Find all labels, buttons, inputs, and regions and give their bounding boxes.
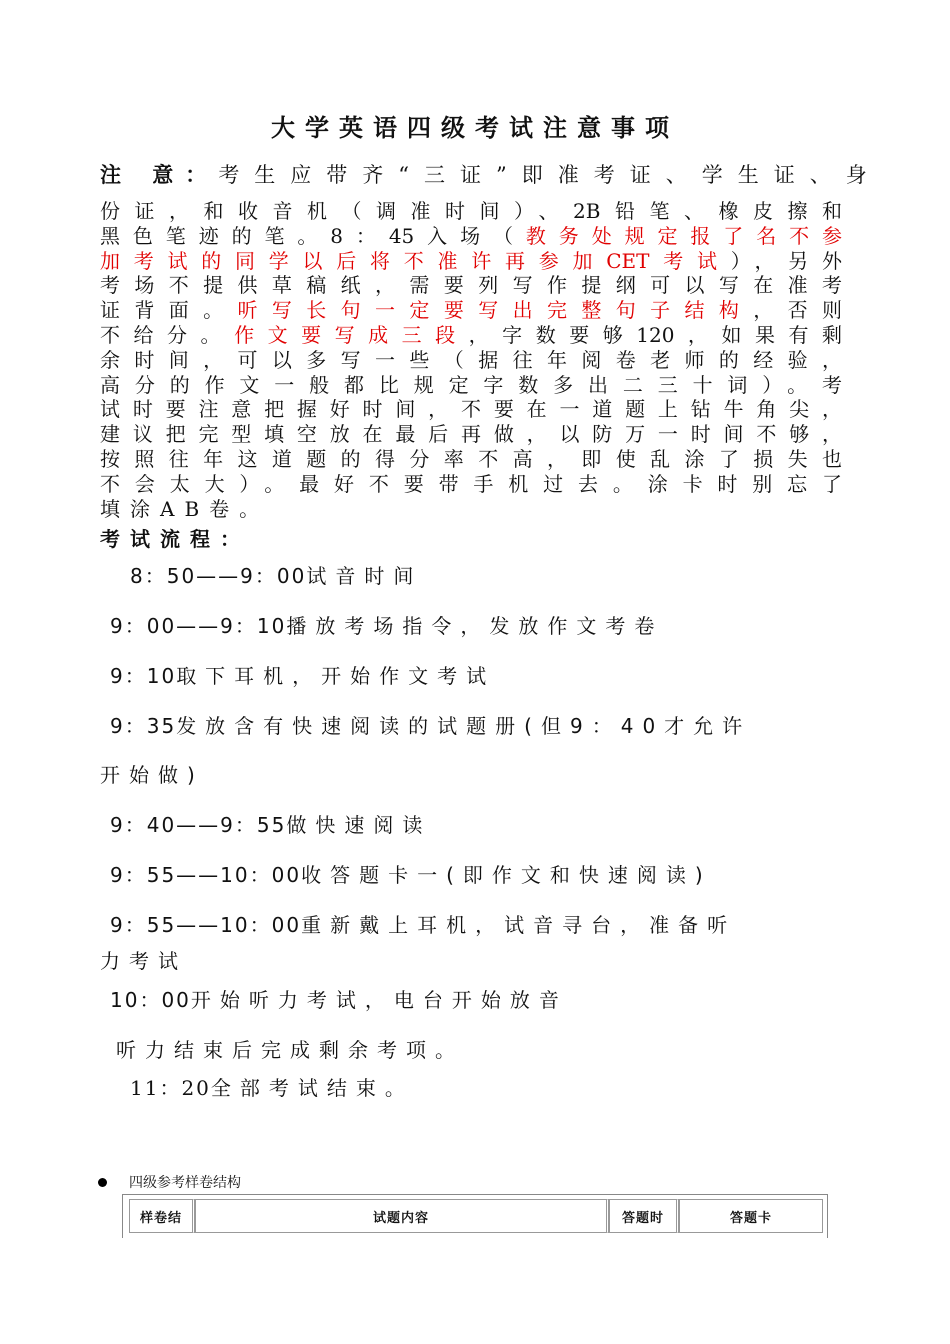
schedule-text: 全部考试结束。 bbox=[210, 1076, 414, 1100]
notice-label: 注 意： bbox=[100, 163, 219, 187]
schedule-text: 力考试 bbox=[100, 949, 187, 973]
schedule-text: 发放含有快速阅读的试题册(但9：40才允许 bbox=[176, 714, 752, 738]
schedule-time: 10：00 bbox=[110, 988, 191, 1012]
sample-structure-table bbox=[122, 1194, 828, 1238]
notice-line bbox=[100, 273, 842, 298]
notice-text: 高分的作文一般都比规定字数多出二三十词）。考 bbox=[100, 372, 842, 397]
notice-text: 黑色笔迹的笔。8：45入场（ bbox=[100, 223, 526, 248]
notice-line bbox=[100, 348, 842, 373]
bullet-icon bbox=[98, 1178, 107, 1187]
notice-text: 填涂AB卷。 bbox=[100, 496, 270, 521]
schedule-item bbox=[100, 759, 204, 788]
schedule-item bbox=[110, 984, 568, 1013]
document-title: 大学英语四级考试注意事项 bbox=[271, 114, 679, 142]
notice-text: ），另外 bbox=[730, 248, 842, 273]
notice-line bbox=[100, 323, 842, 348]
schedule-text: 开始听力考试，电台开始放音 bbox=[190, 988, 568, 1012]
notice-text: 建议把完型填空放在最后再做，以防万一时间不够， bbox=[100, 422, 842, 447]
schedule-text: 重新戴上耳机，试音寻台，准备听 bbox=[301, 913, 737, 937]
notice-line bbox=[100, 224, 842, 249]
highlight-text: 听写长句一定要写出完整句子结构 bbox=[237, 298, 754, 323]
schedule-text: 开始做) bbox=[100, 763, 204, 787]
schedule-text: 试音时间 bbox=[306, 564, 423, 588]
table-header-cell: 样卷结 bbox=[129, 1199, 195, 1233]
schedule-text: 取下耳机，开始作文考试 bbox=[176, 664, 496, 688]
notice-text: 试时要注意把握好时间，不要在一道题上钻牛角尖， bbox=[100, 397, 842, 422]
schedule-heading: 考试流程： bbox=[100, 527, 250, 551]
notice-line bbox=[100, 199, 842, 224]
highlight-text: 作文要写成三段 bbox=[234, 322, 469, 347]
schedule-text: 听力结束后完成剩余考项。 bbox=[116, 1038, 464, 1062]
notice-text: ，字数要够120，如果有剩 bbox=[468, 322, 842, 347]
schedule-item bbox=[100, 945, 187, 974]
notice-text: 不会太大）。最好不要带手机过去。涂卡时别忘了 bbox=[100, 471, 842, 496]
schedule-item bbox=[116, 1034, 464, 1063]
notice-first-text: 考生应带齐“三证”即准考证、学生证、身 bbox=[218, 163, 882, 187]
notice-text: 按照往年这道题的得分率不高，即使乱涂了损失也 bbox=[100, 446, 842, 471]
notice-line bbox=[100, 298, 842, 323]
notice-text: 不给分。 bbox=[100, 322, 235, 347]
schedule-time: 11：20 bbox=[130, 1076, 211, 1100]
notice-paragraph bbox=[100, 199, 842, 521]
schedule-time: 9：55——10：00 bbox=[110, 863, 302, 887]
schedule-time: 9：40——9：55 bbox=[110, 813, 287, 837]
schedule-item bbox=[110, 610, 663, 639]
schedule-item bbox=[110, 710, 751, 739]
schedule-item bbox=[130, 560, 422, 589]
table-header-cell: 答题时 bbox=[609, 1199, 679, 1233]
table-header-cell: 试题内容 bbox=[195, 1199, 609, 1233]
notice-line bbox=[100, 497, 842, 522]
notice-text: 考场不提供草稿纸，需要列写作提纲可以写在准考 bbox=[100, 273, 842, 298]
schedule-time: 8：50——9：00 bbox=[130, 564, 307, 588]
highlight-text: 加考试的同学以后将不准许再参加CET考试 bbox=[100, 248, 731, 273]
notice-line bbox=[100, 397, 842, 422]
notice-line bbox=[100, 472, 842, 497]
notice-line bbox=[100, 422, 842, 447]
notice-first-line bbox=[100, 160, 882, 190]
notice-text: ，否则 bbox=[753, 298, 843, 323]
schedule-time: 9：00——9：10 bbox=[110, 614, 287, 638]
notice-text: 证背面。 bbox=[100, 298, 238, 323]
schedule-text: 播放考场指令，发放作文考卷 bbox=[286, 614, 664, 638]
highlight-text: 教务处规定报了名不参 bbox=[525, 223, 842, 248]
schedule-time: 9：55——10：00 bbox=[110, 913, 302, 937]
schedule-item bbox=[110, 859, 712, 888]
notice-line bbox=[100, 447, 842, 472]
notice-line bbox=[100, 249, 842, 274]
schedule-item bbox=[110, 809, 431, 838]
schedule-item bbox=[110, 660, 495, 689]
schedule-text: 收答题卡一(即作文和快速阅读) bbox=[301, 863, 712, 887]
schedule-item bbox=[110, 909, 736, 938]
schedule-text: 做快速阅读 bbox=[286, 813, 432, 837]
schedule-time: 9：35 bbox=[110, 714, 177, 738]
sample-structure-label: 四级参考样卷结构 bbox=[129, 1175, 241, 1191]
table-header-cell: 答题卡 bbox=[679, 1199, 823, 1233]
notice-text: 份证，和收音机（调准时间）、2B铅笔、橡皮擦和 bbox=[100, 199, 842, 223]
notice-text: 余时间，可以多写一些（据往年阅卷老师的经验， bbox=[100, 347, 842, 372]
sample-structure-item bbox=[98, 1172, 241, 1192]
schedule-item bbox=[130, 1072, 414, 1101]
notice-line bbox=[100, 373, 842, 398]
schedule-time: 9：10 bbox=[110, 664, 177, 688]
